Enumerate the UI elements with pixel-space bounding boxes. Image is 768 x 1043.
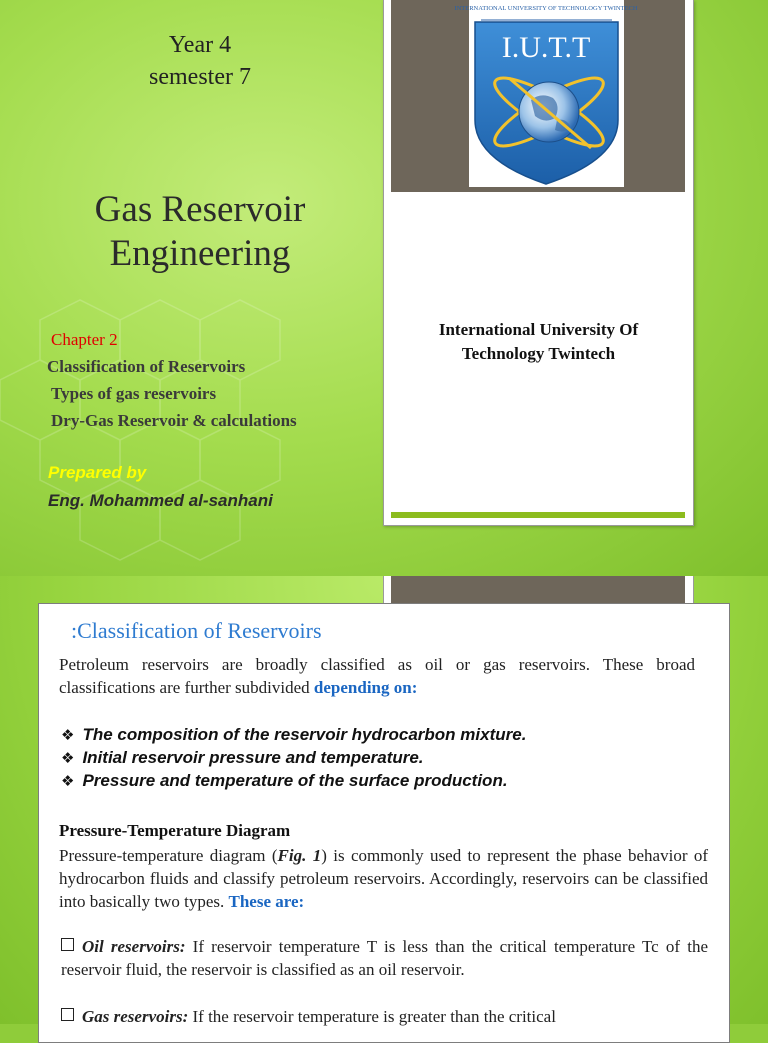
university-logo (454, 0, 638, 187)
topic-item: Types of gas reservoirs (51, 384, 217, 403)
diagram-emphasis: These are: (228, 892, 305, 911)
gas-reservoir-item (61, 1005, 708, 1028)
diagram-subheading: Pressure-Temperature Diagram (59, 821, 291, 840)
accent-divider (391, 512, 685, 518)
author-name: Eng. Mohammed al-sanhani (48, 491, 273, 510)
prepared-by-label: Prepared by (48, 463, 147, 482)
document-panel (38, 603, 730, 1043)
list-item (61, 723, 526, 747)
logo-shield-icon (454, 0, 638, 187)
year-label: Year 4 (168, 32, 232, 58)
checkbox-bullet-icon (61, 938, 74, 951)
oil-reservoir-text: If reservoir temperature T is less than the critical temperature Tc of the reservoir fluid, the reservoir is classified as an oil reservoir. (61, 937, 708, 979)
content-slide (0, 576, 768, 1024)
list-item (61, 746, 424, 770)
chapter-label: Chapter 2 (51, 330, 118, 349)
topic-item: Dry-Gas Reservoir & calculations (51, 411, 297, 430)
list-item-text: The composition of the reservoir hydrocarbon mixture. (82, 725, 527, 744)
university-name-line1: International University Of (438, 320, 639, 339)
list-item-text: Initial reservoir pressure and temperature. (82, 748, 424, 767)
logo-arc-text: INTERNATIONAL UNIVERSITY OF TECHNOLOGY TWINTECH (454, 5, 638, 12)
course-title-line1: Gas Reservoir (94, 189, 306, 230)
course-title-line2: Engineering (109, 233, 291, 274)
diagram-text-pre: Pressure-temperature diagram ( (59, 846, 278, 865)
diamond-bullet-icon: ❖ (61, 726, 75, 744)
diagram-text-post: ) is commonly used to represent the phase behavior of hydrocarbon fluids and classify petroleum reservoirs. Accordingly, reservoirs can be classified into basically two types. (59, 846, 709, 911)
university-name-line2: Technology Twintech (461, 344, 616, 363)
list-item-text: Pressure and temperature of the surface production. (82, 771, 508, 790)
course-title (0, 188, 400, 276)
checkbox-bullet-icon (61, 1008, 74, 1021)
intro-text: Petroleum reservoirs are broadly classified as oil or gas reservoirs. These broad classifications are further subdivided (59, 655, 695, 697)
diamond-bullet-icon: ❖ (61, 749, 75, 767)
list-item (61, 769, 508, 793)
card-header-panel (391, 0, 685, 192)
oil-reservoir-lead: Oil reservoirs: (82, 937, 186, 956)
section-heading: :Classification of Reservoirs (71, 618, 322, 643)
diagram-paragraph (59, 844, 708, 913)
gas-reservoir-lead: Gas reservoirs: (82, 1007, 189, 1026)
diamond-bullet-icon: ❖ (61, 772, 75, 790)
university-card (383, 0, 694, 526)
logo-acronym: I.U.T.T (501, 31, 591, 64)
semester-label: semester 7 (149, 64, 251, 90)
intro-emphasis: depending on: (313, 678, 418, 697)
gas-reservoir-text: If the reservoir temperature is greater than the critical (192, 1007, 556, 1026)
figure-reference: Fig. 1 (277, 846, 322, 865)
university-name (384, 318, 693, 366)
intro-paragraph (59, 653, 695, 699)
topic-item: Classification of Reservoirs (47, 357, 246, 376)
oil-reservoir-item (61, 935, 708, 981)
